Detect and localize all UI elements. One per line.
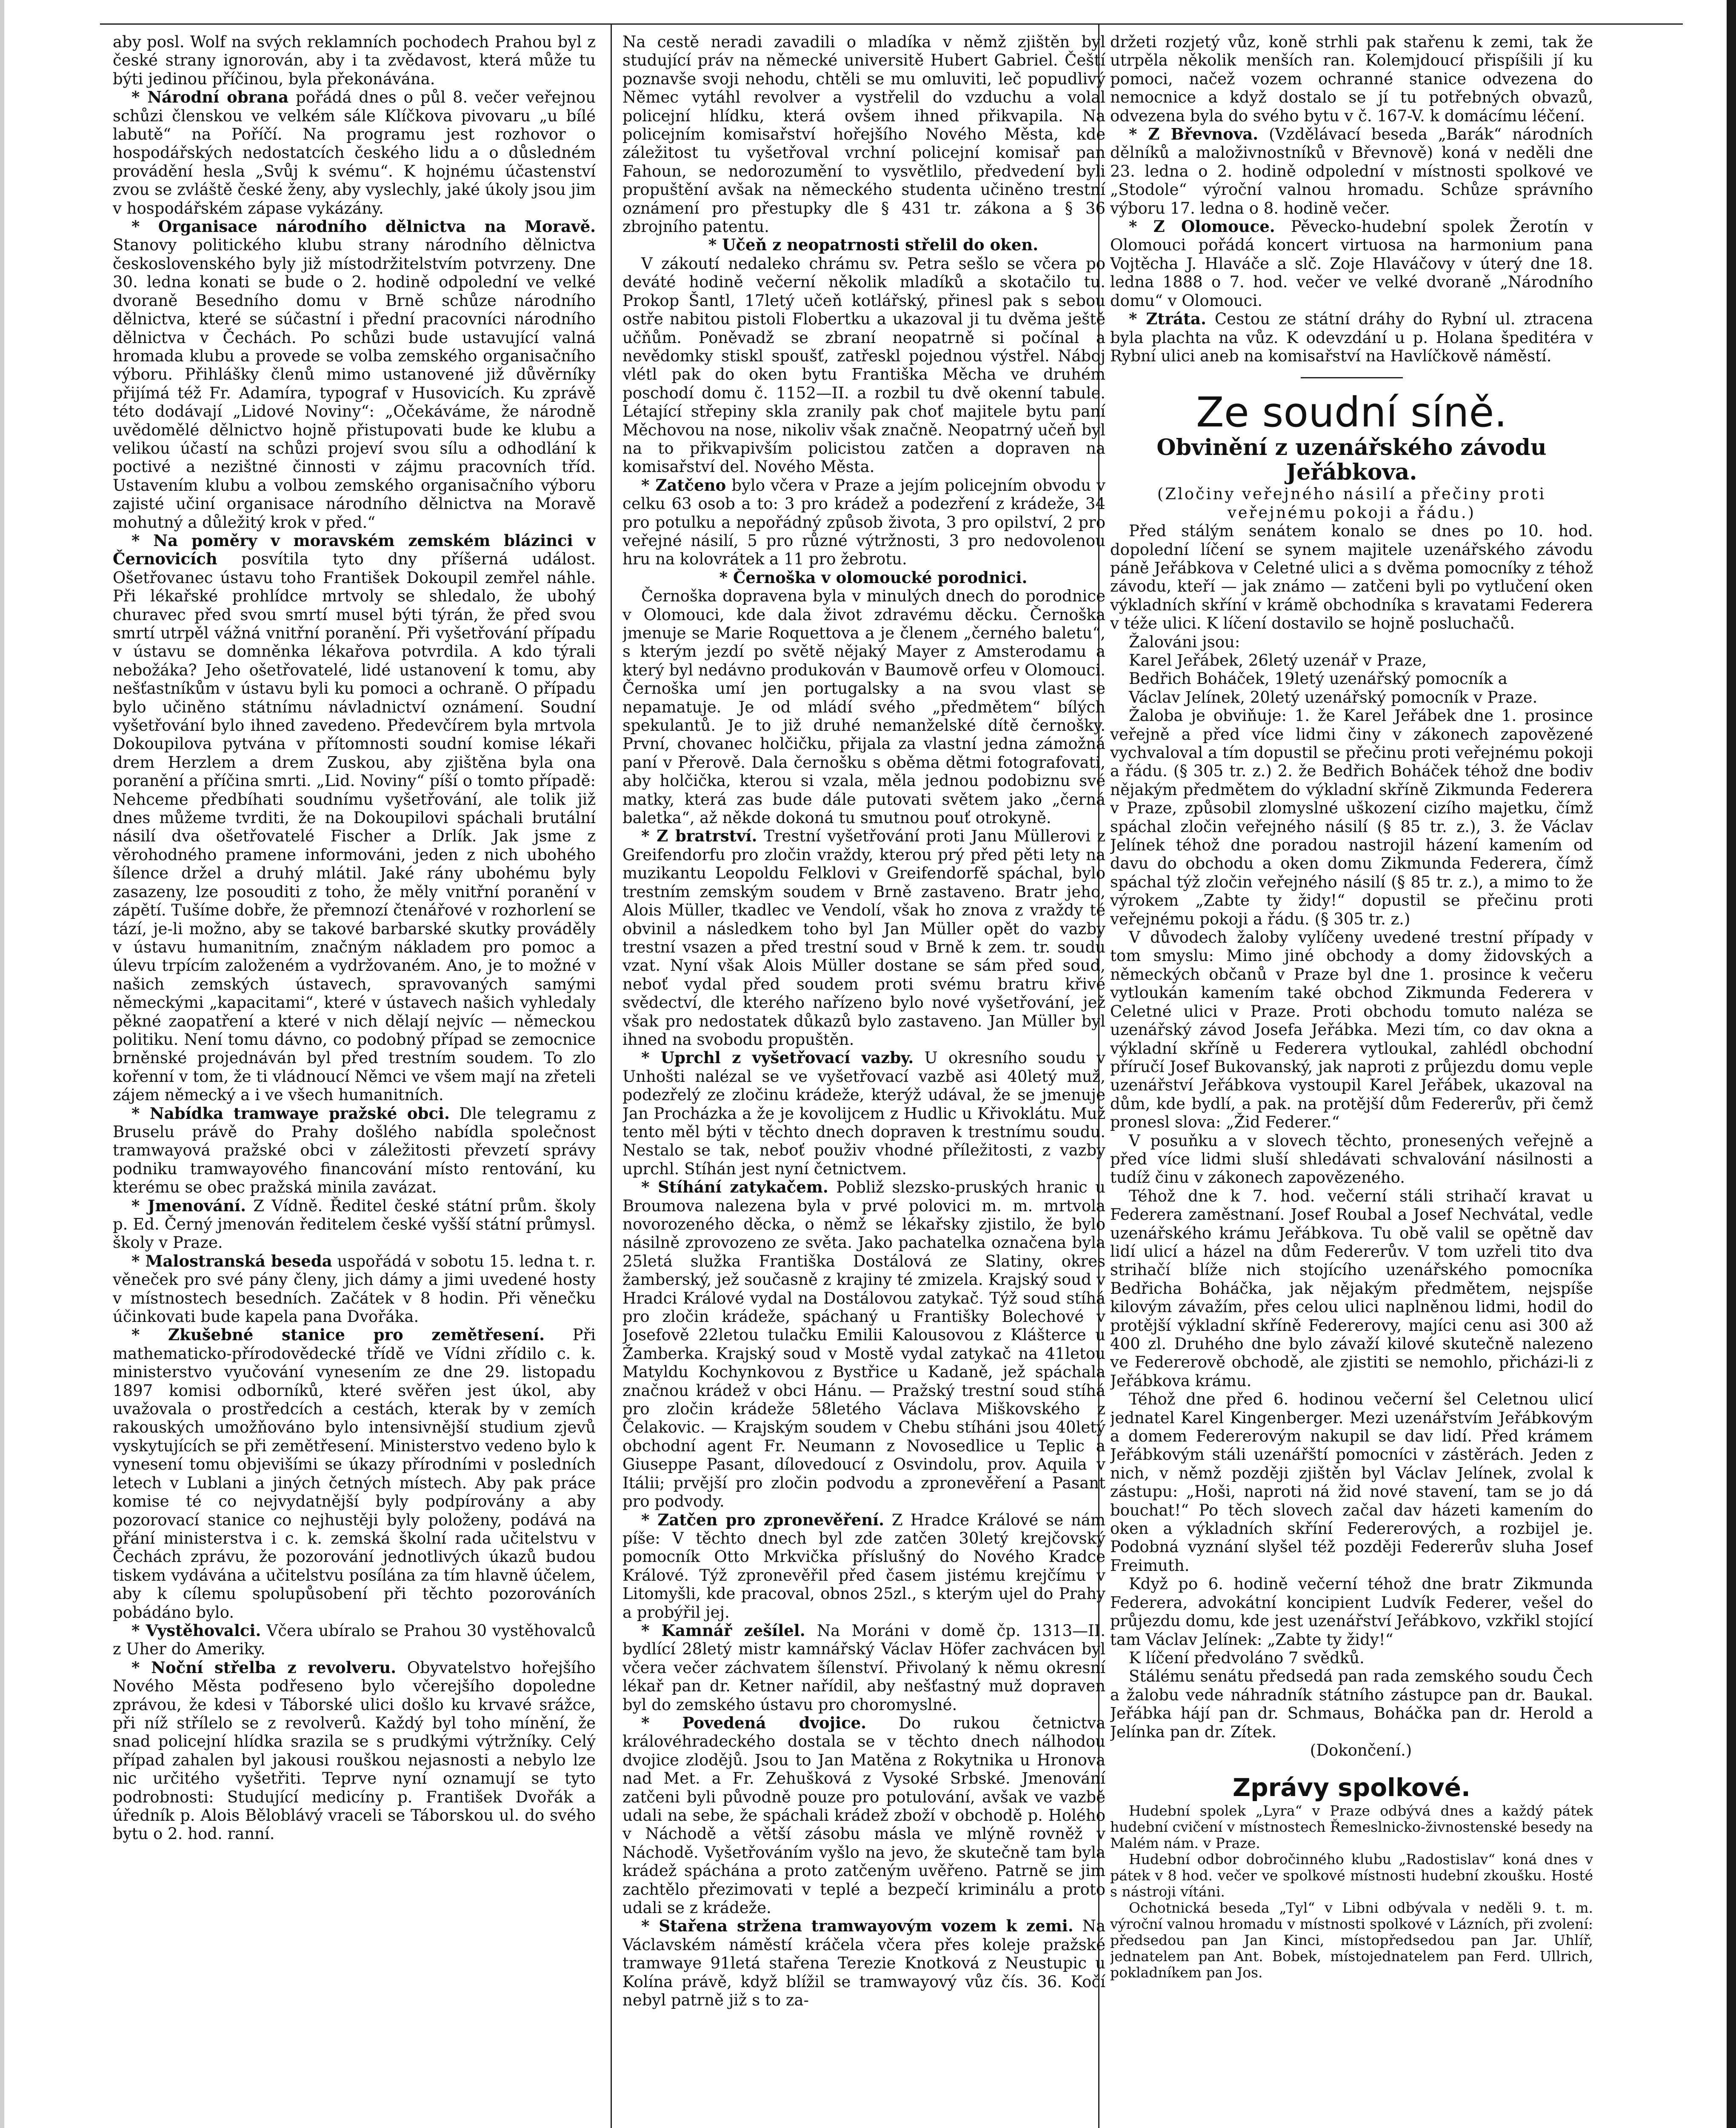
headline-nocni: * Noční střelba z revolveru. — [131, 1658, 397, 1677]
club-news-1: Hudební spolek „Lyra“ v Praze odbývá dnes a každý pátek hudební cvičení v místnostech Řemeslnicko-živnostenské besedy na Malém nám. v Praze. — [1110, 1802, 1593, 1852]
body-vystehovalci: Včera ubíralo se Prahou 30 vystěhovalců z Uher do Ameriky. — [113, 1621, 596, 1659]
body-narodni-obrana: pořádá dnes o půl 8. večer veřejnou schůzi členskou ve velkém sále Klíčkova pivovaru „u bílé labutě“ na Poříčí. Na programu jest rozhovor o hospodářských nedostatcích českého lidu a o důsledném provádění hesla „Svůj k svému“. K hojnému účastenství zvou se zvláště české ženy, aby vyslechly, jaké úkoly jsou jim v hospodářském zápase vykázány. — [113, 88, 596, 217]
headline-maloranska: * Malostranská beseda — [131, 1251, 332, 1270]
body-jmenovani: Z Vídně. Ředitel české státní prům. školy p. Ed. Černý jmenován ředitelem české vyšší státní průmysl. školy v Praze. — [113, 1196, 596, 1252]
article-povedena — [622, 1714, 1105, 1917]
body-bratrstvi: Trestní vyšetřování proti Janu Müllerovi z Greifendorfu pro zločin vraždy, kterou prý před pěti lety na muzikantu Leopoldu Felklovi v Greifendorfě spáchal, bylo trestním zemským soudem v Brně zastaveno. Bratr jeho, Alois Müller, tkadlec ve Vendolí, však ho znova z vraždy té obvinil a následkem toho byl Jan Müller opět do vazby trestní vsazen a před trestní soud v Brně k zem. tr. soudu vzat. Nyní však Alois Müller dostane se sám před soud, neboť vydal před soudem proti svému bratru křivé svědectví, dle kterého nařízeno bylo nové vyšetřování, jež však pro nedostatek důkazů bylo zastaveno. Jan Müller byl ihned na svobodu propuštěn. — [622, 827, 1105, 1049]
body-ucen: V zákoutí nedaleko chrámu sv. Petra sešlo se včera po deváté hodině večerní několik mladíků a skotačilo tu. Prokop Šantl, 17letý učeň kotlářský, přinesl pak s sebou ostře nabitou pistoli Flobertku a ukazoval ji tu dvěma ještě učňům. Poněvadž se zbraní neopatrně si počínal a nevědomky stiskl spoušť, zatřeskl pojednou výstřel. Náboj vlétl pak do oken bytu Františka Měcha ve druhém poschodí domu č. 1152—II. a rozbil tu dvě okenní tabule. Létající střepiny skla zranily pak choť majitele bytu paní Měchovou na nose, nikoliv však značně. Neopatrný učeň byl na to přikvapivším policistou zatčen a dopraven na komisařství del. Nového Města. — [622, 254, 1105, 476]
body-pomery: posvítila tyto dny příšerná událost. Ošetřovanec ústavu toho František Dokoupil zemřel náhle. Při lékařské prohlídce mrtvoly se shledalo, že ubohý churavec před svou smrtí musel býti týrán, že před svou smrtí utrpěl vážná vnitřní poranění. Při vyšetřování případu v ústavu se domněnka lékařova potvrdila. A kdo týrali nebožáka? Jeho ošetřovatelé, lidé ustanovení k tomu, aby nešťastníkům v ústavu byli ku pomoci a ochraně. O případu bylo učiněno státnímu návladnictví oznámení. Soudní vyšetřování bylo ihned zavedeno. Předevčírem byla mrtvola Dokoupilova pytvána v přítomnosti soudní komise lékaři drem Herzlem a drem Zuskou, aby zjištěna byla ona poranění a příčina smrti. „Lid. Noviny“ píší o tomto případě: Nehceme předbíhati soudnímu vyšetřování, ale tolik již dnes můžeme tvrditi, že na Dokoupilovi spáchali brutální násilí dva ošetřovatelé Fischer a Drlík. Jak jsme z věrohodného pramene informováni, jeden z nich ubohého šílence držel a druhý mlátil. Jaké rány ubohému byly zasazeny, lze posouditi z toho, že měly vnitřní poranění v zápětí. Tušíme dobře, že přemnozí čtenářové v rozhorlení se tází, je-li možno, aby se takové barbarské skutky prováděly v ústavu humanitním, značným nákladem pro pomoc a úlevu trpícím založeném a vydržovaném. Ano, je to možné v našich zemských ústavech, spravovaných samými německými „kapacitami“, které v ústavech našich vyhledaly pěkné zaopatření a které v nich dělají nejvíc — německou politiku. Není tomu dávno, co podobný případ se zemocnice brněnské projednáván byl před trestním soudem. To zlo kořenní v tom, že ti vládnoucí Němci ve všem mají na zřeteli zájem německý a i ve všech humanitních. — [113, 550, 596, 1104]
column-1 — [113, 33, 596, 1843]
section-title-zpravy-spolkove: Zprávy spolkové. — [1233, 1773, 1470, 1802]
article-zatceno — [622, 476, 1105, 569]
article-kamnar — [622, 1622, 1105, 1714]
headline-pomery: * Na poměry v moravském zemském blázinci v Černovicích — [113, 531, 596, 569]
article-starena — [622, 1917, 1105, 2009]
article-maloranska — [113, 1252, 596, 1326]
scan-left-margin — [0, 0, 4, 2128]
article-brevnov — [1110, 125, 1593, 217]
article-nocni — [113, 1659, 596, 1843]
court-paragraph-1: Před stálým senátem konalo se dnes po 10. hod. dopolední líčení se synem majitele uzenářského závodu páně Jeřábkova v Celetné ulici a s dvěma pomocníky z téhož závodu, kteří — jak známo — zatčeni byli po vytlučení oken výkladních skříní v krámě obchodníka s kravatami Federera v téže ulici. K líčení dostavilo se hojně posluchačů. — [1110, 522, 1593, 633]
court-paragraph-13: Stálému senátu předsedá pan rada zemského soudu Čech a žalobu vede náhradník státního zástupce pan dr. Baukal. Jeřábka hájí pan dr. Schmaus, Boháčka pan dr. Herold a Jelínka pan dr. Zítek. — [1110, 1667, 1593, 1741]
body-kamnar: Na Moráni v domě čp. 1313—II. bydlící 28letý mistr kamnářský Václav Höfer zachvácen byl včera večer záchvatem šílenství. Přivolaný k němu okresní lékař pan dr. Ketner nařídil, aby nešťastný muž dopraven byl do zemského ústavu pro choromyslné. — [622, 1621, 1105, 1714]
court-defendant-3: Václav Jelínek, 20letý uzenářský pomocník v Praze. — [1129, 688, 1538, 706]
article-organisace — [113, 217, 596, 532]
club-news-2: Hudební odbor dobročinného klubu „Radostislav“ koná dnes v pátek v 8 hod. večer ve spolkové místnosti hudební zkoušku. Hosté s nástroji vítáni. — [1110, 1851, 1593, 1900]
newspaper-page — [100, 23, 1683, 2128]
article-olomouc — [1110, 217, 1593, 310]
article-stihani — [622, 1178, 1105, 1510]
court-paragraph-9: Téhož dne k 7. hod. večerní stáli strihačí kravat u Federera zaměstnaní. Josef Roubal a Josef Nechvátal, vedle uzenářského krámu Jeřábkova. Tu obě valil se opětně dav lidí ulicí a házel na dům Federerův. V tom uzřeli tito dva strihačí blíže nich stojícího uzenářského pomocníka Bedřicha Boháčka, jak nějakým předmětem, nejspíše kilovým závažím, přes celou ulici naplněnou lidmi, hodil do protější výkladní skříně Federerovy, majíci cenu asi 300 až 400 zl. Druhého dne bylo závaží kilové skutečně nalezeno ve Federerově obchodě, ale zjistiti se nemohlo, přicházi-li z Jeřábkova krámu. — [1110, 1187, 1593, 1390]
headline-bratrstvi: * Z bratrství. — [641, 827, 757, 846]
headline-ucen: * Učeň z neopatrnosti střelil do oken. — [708, 235, 1039, 255]
article-jmenovani — [113, 1197, 596, 1252]
column-3 — [1110, 33, 1593, 1981]
headline-zatcen: * Zatčen pro zpronevěření. — [641, 1510, 885, 1529]
body-povedena: Do rukou četnictva královéhradeckého dostala se v těchto dnech nálhodou dvojice zlodějů. Jsou to Jan Matěna z Rokytnika u Hronova nad Met. a Fr. Zehušková z Vysoké Srbské. Jmenování zatčeni byli původně pouze pro potulování, avšak ve vazbě udali na sebe, že spáchali krádež zboží v obchodě p. Holého v Náchodě a větší zásobu másla ve mlýně rovněž v Náchodě. Vyšetřováním vyšlo na jevo, že skutečně tam byla krádež spáchána a proto zatčeným uvěřeno. Patrně se jim zachtělo přezimovati v teplé a bezpečí kriminálu a proto udali se z krádeže. — [622, 1713, 1105, 1917]
article-zatcen — [622, 1511, 1105, 1622]
headline-ztrata: * Ztráta. — [1129, 309, 1206, 329]
court-paragraph-12: K líčení předvoláno 7 svědků. — [1129, 1648, 1365, 1667]
headline-vystehovalci: * Vystěhovalci. — [131, 1621, 261, 1640]
court-article-headline: Obvinění z uzenářského závodu Jeřábkova. — [1156, 435, 1547, 486]
court-continued-note: (Dokončení.) — [1310, 1741, 1412, 1759]
body-zatcen: Z Hradce Králové se nám píše: V těchto dnech byl zde zatčen 30letý krejčovský pomocník Otto Mrkvička příslušný do Nového Kradce Králové. Týž zpronevěřil před časem jistému krejčímu v Litomyšli, kde pracoval, obnos 25zl., s kterým ujel do Prahy a probýřil jej. — [622, 1510, 1105, 1622]
court-paragraph-reasons: V důvodech žaloby vylíčeny uvedené trestní případy v tom smyslu: Mimo jiné obchody a domy židovských a německých občanů v Praze byl dne 1. prosince k večeru vytloukán kamením také obchod Zikmunda Federera v Celetné ulici v Praze. Proti obchodu tomuto naléza se uzenářský závod Josefa Jeřábka. Mezi tím, co dav okna a výkladní skříně u Federera vytloukal, zahlédl obchodní příručí Josef Bukovanský, jak naproti z průjezdu domu veple uzenářství Jeřábkova vystoupil Karel Jeřábek, ukazoval na dům, kde bydlí, a pak. na protější dům Federerův, při čemž pronesl slova: „Žid Federer.“ — [1110, 928, 1593, 1132]
headline-stihani: * Stíhání zatykačem. — [641, 1178, 828, 1197]
article-ztrata — [1110, 310, 1593, 365]
body-brevnov: (Vzdělávací beseda „Barák“ národních dělníků a maloživnostníků v Břevnově) koná v neděli dne 23. ledna o 2. hodině odpolední v místnosti spolkové ve „Stodole“ výroční valnou hromadu. Schůze správního výboru 17. ledna o 8. hodině večer. — [1110, 125, 1593, 217]
body-zatceno: bylo včera v Praze a jejím policejním obvodu v celku 63 osob a to: 3 pro krádež a podezření z krádeže, 34 pro potulku a nepořádný způsob života, 3 pro opilství, 2 pro veřejné násilí, 5 pro různé výtržnosti, 3 pro nedovolenou hru na kolovrátek a 11 pro žebrotu. — [622, 476, 1105, 569]
body-cernoska: Černoška dopravena byla v minulých dnech do porodnice v Olomouci, kde dala život zdravému děcku. Černoška jmenuje se Marie Roquettova a je členem „černého baletu“, s kterým jezdí po světě nějaký Mayer z Amsterodamu a který byl nedávno produkován v Baumově orfeu v Olomouci. Černoška umí jen portugalsky a na svou vlast se nepamatuje. Je od mládí svého „předmětem“ bílých spekulantů. Je to již druhé nemanželské dítě černošky. První, chovanec holčičku, přijala za vlastní jedna zámožná paní v Přerově. Dala černošku s oběma dětmi fotografovati, aby holčička, kterou si vzala, měla jednou podobiznu své matky, která zas bude dále putovati světem jako „černá baletka“, až někde dokoná tu smutnou pouť otrokyně. — [622, 587, 1105, 827]
court-defendant-2: Bedřich Boháček, 19letý uzenářský pomocník a — [1129, 669, 1508, 688]
headline-narodni-obrana: * Národní obrana — [131, 88, 289, 107]
headline-starena: * Stařena stržena tramwayovým vozem k zemi. — [641, 1916, 1074, 1936]
body-nocni: Obyvatelstvo hořejšího Nového Města podřeseno bylo včerejšího dopoledne zprávou, že kdesi v Táborské ulici došlo ku krvavé srážce, při níž střílelo se z revolverů. Každý byl toho mínění, že snad policejní hlídka srazila se s prudkými výtržníky. Celý případ zahalen byl jakousi rouškou nejasnosti a nebylo lze nic určitého vyšetřiti. Teprve nyní oznamují se tyto podrobnosti: Studující medicíny p. František Dvořák a úředník p. Alois Běloblávý vraceli se Táborskou ul. do svého bytu o 2. hod. ranní. — [113, 1658, 596, 1843]
court-paragraph-11: Když po 6. hodině večerní téhož dne bratr Zikmunda Federera, advokátní koncipient Ludvík Federer, vešel do průjezdu domu, kde jest uzenářství Jeřábkovo, vzkřikl stojící tam Václav Jelínek: „Zabte ty židy!“ — [1110, 1575, 1593, 1649]
article-uprchl — [622, 1049, 1105, 1178]
body-tramway: Dle telegramu z Bruselu právě do Prahy došlého nabídla společnost tramwayová pražské obci v záležitosti převzetí správy podniku tramwayového financování místo rentování, ku kterému se obec pražská minila zavázat. — [113, 1104, 596, 1197]
column-rule-1 — [611, 23, 612, 2128]
body-maloranska: uspořádá v sobotu 15. ledna t. r. věneček pro své pány členy, jich dámy a jimi uvedené hosty v místnostech besedních. Začátek v 8 hodin. Při věnečku účinkovati bude kapela pana Dvořáka. — [113, 1252, 596, 1326]
court-paragraph-10: Téhož dne před 6. hodinou večerní šel Celetnou ulicí jednatel Karel Kingenberger. Mezi uzenářstvím Jeřábkovým a domem Federerovým nakupil se dav lidí. Před krámem Jeřábkovým stáli uzenářští pomocníci v zástěrách. Jeden z nich, v němž později zjištěn byl Václav Jelínek, zvolal k zástupu: „Hoši, naproti ná žid nové stavení, tam se jo dá bouchat!“ Po těch slovech začal dav házeti kamením do oken a výkladních skříní Federerových, a rozbijel je. Podobná vyznání slyšel též později Federerův sluha Josef Freimuth. — [1110, 1390, 1593, 1575]
headline-zkusebne: * Zkušebné stanice pro zemětřesení. — [131, 1325, 545, 1344]
top-rule — [100, 23, 1683, 25]
body-starena: Na Václavském náměstí kráčela včera přes koleje pražské tramwaye 91letá stařena Terezie Knotková z Neustupic u Kolína právě, když blížil se tramwayový vůz čís. 36. Kočí nebyl patrně již s to za- — [622, 1917, 1105, 2010]
court-paragraph-8: V posuňku a v slovech těchto, pronesených veřejně a před více lidmi sluší shledávati schvalování násilnosti a tudíž činu v zákonech zapovězeného. — [1110, 1131, 1593, 1187]
article-intro-text: aby posl. Wolf na svých reklamních pochodech Prahou byl z české strany ignorován, aby i ta zvědavost, která může tu býti jedinou příčinou, byla překonávána. — [113, 33, 596, 88]
body-ztrata: Cestou ze státní dráhy do Rybní ul. ztracena byla plachta na vůz. K odevzdání u p. Holana špeditéra v Rybní ulici aneb na komisařství na Havlíčkově náměstí. — [1110, 310, 1593, 365]
column-2 — [622, 33, 1105, 2009]
article-narodni-obrana — [113, 88, 596, 217]
article-zkusebne — [113, 1326, 596, 1622]
headline-povedena: * Povedená dvojice. — [641, 1713, 867, 1732]
article-continued-text: Na cestě neradi zavadili o mladíka v němž zjištěn byl studující práv na německé universitě Hubert Gabriel. Čeští poznavše svoji nehodu, chtěli se mu omluviti, leč popudlivý Němec vytáhl revolver a vystřelil do vzduchu a volal policejní hlídku, která ovšem ihned přikvapila. Na policejním komisařství hořejšího Nového Města, kde záležitost tu vyšetřoval vrchní policejní komisař pan Fahoun, se nedorozumění to vysvětlilo, předvedení byli propuštění avšak na německého studenta učiněno trestní oznámení pro přestupky dle § 431 tr. zákona a § 36 zbrojního patentu. — [622, 33, 1105, 236]
club-news-3: Ochotnická beseda „Tyl“ v Libni odbývala v neděli 9. t. m. výroční valnou hromadu v místnosti spolkové v Lázních, při zvolení: předsedou pan Jan Kinci, místopředsedou pan Jar. Uhlíř, jednatelem pan Ant. Bobek, místojednatelem pan Ferd. Ullrich, pokladníkem pan Jos. — [1110, 1899, 1593, 1981]
article-continued-text-3: držeti rozjetý vůz, koně strhli pak stařenu k zemi, tak že utrpěla několik menších ran. Kolemjdoucí přispíšili jí ku pomoci, načež vozem ochranné stanice odvezena do nemocnice a když dostalo se jí tu potřebných obvazů, odvezena byla do svého bytu v č. 167-V. k domácímu léčení. — [1110, 33, 1593, 125]
headline-tramway: * Nabídka tramwaye pražské obci. — [131, 1104, 450, 1123]
article-vystehovalci — [113, 1622, 596, 1659]
headline-cernoska: * Černoška v olomoucké porodnici. — [719, 568, 1028, 587]
article-bratrstvi — [622, 827, 1105, 1049]
court-article-subheadline: (Zločiny veřejného násilí a přečiny proti veřejnému pokoji a řádu.) — [1157, 485, 1546, 522]
court-paragraph-charges: Žaloba je obviňuje: 1. že Karel Jeřábek dne 1. prosince veřejně a před více lidmi činy v zákonech zapovězené vychvaloval a tím dopustil se přečinu proti veřejnému pokoji a řádu. (§ 305 tr. z.) 2. že Bedřich Boháček téhož dne bodiv nějakým předmětem do výkladní skříně Zikmunda Federera v Praze, způsobil zlomyslné uškození cizího majetku, čímž spáchal zločin veřejného násilí (§ 85 tr. z.), 3. že Václav Jelínek téhož dne poradou nastrojil házení kamením od davu do obchodu a oken domu Zikmunda Federera, čímž spáchal týž zločin veřejného násilí (§ 85 tr. z.), a mimo to že výrokem „Zabte ty židy!“ dopustil se přečinu proti veřejnému pokoji a řádu. (§ 305 tr. z.) — [1110, 706, 1593, 928]
headline-zatceno: * Zatčeno — [641, 475, 726, 495]
article-pomery — [113, 532, 596, 1104]
section-divider — [1301, 377, 1403, 378]
body-stihani: Pobliž slezsko-pruských hranic u Broumova nalezena byla v prvé polovici m. m. mrtvola novorozeného děcka, o němž se lékařsky zjistilo, že bylo násilně zprovozeno ze světa. Jako pachatelka označena byla 25letá služka Františka Dostálová ze Slatiny, okres žamberský, jež současně z krajiny té zmizela. Krajský soud v Hradci Králové vydal na Dostálovou zatykač. Týž soud stíhá pro zločin krádeže, spáchaný u Františky Bolechové v Josefově 22letou tulačku Emilii Kalousovou z Klášterce u Žamberka. Krajský soud v Mostě vydal zatykač na 41letou Matyldu Kochynkovou z Bystřice u Kadaně, jež spáchala značnou krádež v obci Hánu. — Pražský trestní soud stíhá pro zločin krádeže 58letého Václava Miškovského z Čelakovic. — Krajským soudem v Chebu stíháni jsou 40letý obchodní agent Fr. Neumann z Novosedlice u Teplic a Giuseppe Pasant, dílovedoucí z Osvindolu, prov. Aquila v Itálii; prvější pro zločin podvodu a zpronevěření a Pasant pro podvody. — [622, 1178, 1105, 1511]
court-paragraph-2: Žalováni jsou: — [1129, 632, 1240, 651]
headline-kamnar: * Kamnář zešílel. — [641, 1621, 805, 1640]
scan-right-edge — [1727, 0, 1736, 2128]
section-title-soudni-sin: Ze soudní síně. — [1196, 389, 1507, 437]
body-olomouc: Pěvecko-hudební spolek Žerotín v Olomouci pořádá koncert virtuosa na harmonium pana Vojtěcha J. Hlaváče a slč. Zoje Hlaváčovy v úterý dne 18. ledna 1888 o 7. hod. večer ve velké dvoraně „Národního domu“ v Olomouci. — [1110, 217, 1593, 310]
headline-uprchl: * Uprchl z vyšetřovací vazby. — [641, 1048, 914, 1067]
body-zkusebne: Při mathematicko-přírodovědecké třídě ve Vídni zřídilo c. k. ministerstvo vyučování vynesením ze dne 29. listopadu 1897 komisi odborníků, které svěřen jest úkol, aby uvažovala o prostředcích a cestách, kterak by v zemích rakouských umožňováno bylo intensivnější studium zjevů vyskytujících se při zemětřesení. Ministerstvo vedeno bylo k vynesení tomu objevišími se úkazy přírodními v posledních letech v Lublani a jiných četných místech. Aby pak práce komise té co nejvydatnější byly podpírovány a aby pozorovací stanice co nejhustěji byly položeny, podává na přání ministerstva i c. k. zemská školní rada učitelstvu v Čechách zprávu, že pozorování jednotlivých úkazů budou tiskem vydávána a učitelstvu posílána za tím hlavně účelem, aby k cílemu spolupůsobení při těchto pozorováních pobádáno bylo. — [113, 1326, 596, 1622]
headline-jmenovani: * Jmenování. — [131, 1196, 246, 1215]
body-uprchl: U okresního soudu v Unhošti nalézal se ve vyšetřovací vazbě asi 40letý muž, podezřelý ze zločinu krádeže, kterýž udával, že se jmenuje Jan Procházka a že je kovolijcem z Hudlic u Křivoklátu. Muž tento měl býti v těchto dnech dopraven k trestnímu soudu. Nestalo se tak, neboť použiv vhodné příležitosti, z vazby uprchl. Stíhán jest nyní četnictvem. — [622, 1049, 1105, 1178]
body-organisace: Stanovy politického klubu strany národního dělnictva československého byly již místodržitelstvím potvrzeny. Dne 30. ledna konati se bude o 2. hodině odpolední ve velké dvoraně Besedního domu v Brně schůze národního dělnictva, které se súčastní i přední pracovníci národního dělnictva v Čechách. Po schůzi bude ustavující valná hromada klubu a provede se volba zemského organisačního výboru. Přihlášky členů mimo ustanovené již důvěrníky přijímá též Fr. Adamíra, typograf v Husovicích. Ku zprávě této dodávají „Lidové Noviny“: „Očekáváme, že národně uvědomělé dělnictvo hojně přistupovati bude ke klubu a velikou účastí na schůzi projeví svou sílu a odhodlání k poctivé a nezištné činnosti v zájmu pracovních tříd. Ustavením klubu a volbou zemského organisačního výboru zajisté učiní organisace národního dělnictva na Moravě mohutný a důležitý krok v před.“ — [113, 236, 596, 532]
court-defendant-1: Karel Jeřábek, 26letý uzenář v Praze, — [1129, 651, 1427, 669]
headline-olomouc: * Z Olomouce. — [1129, 217, 1275, 236]
headline-organisace: * Organisace národního dělnictva na Moravě. — [131, 217, 596, 236]
headline-brevnov: * Z Břevnova. — [1129, 125, 1259, 144]
article-tramway — [113, 1104, 596, 1197]
